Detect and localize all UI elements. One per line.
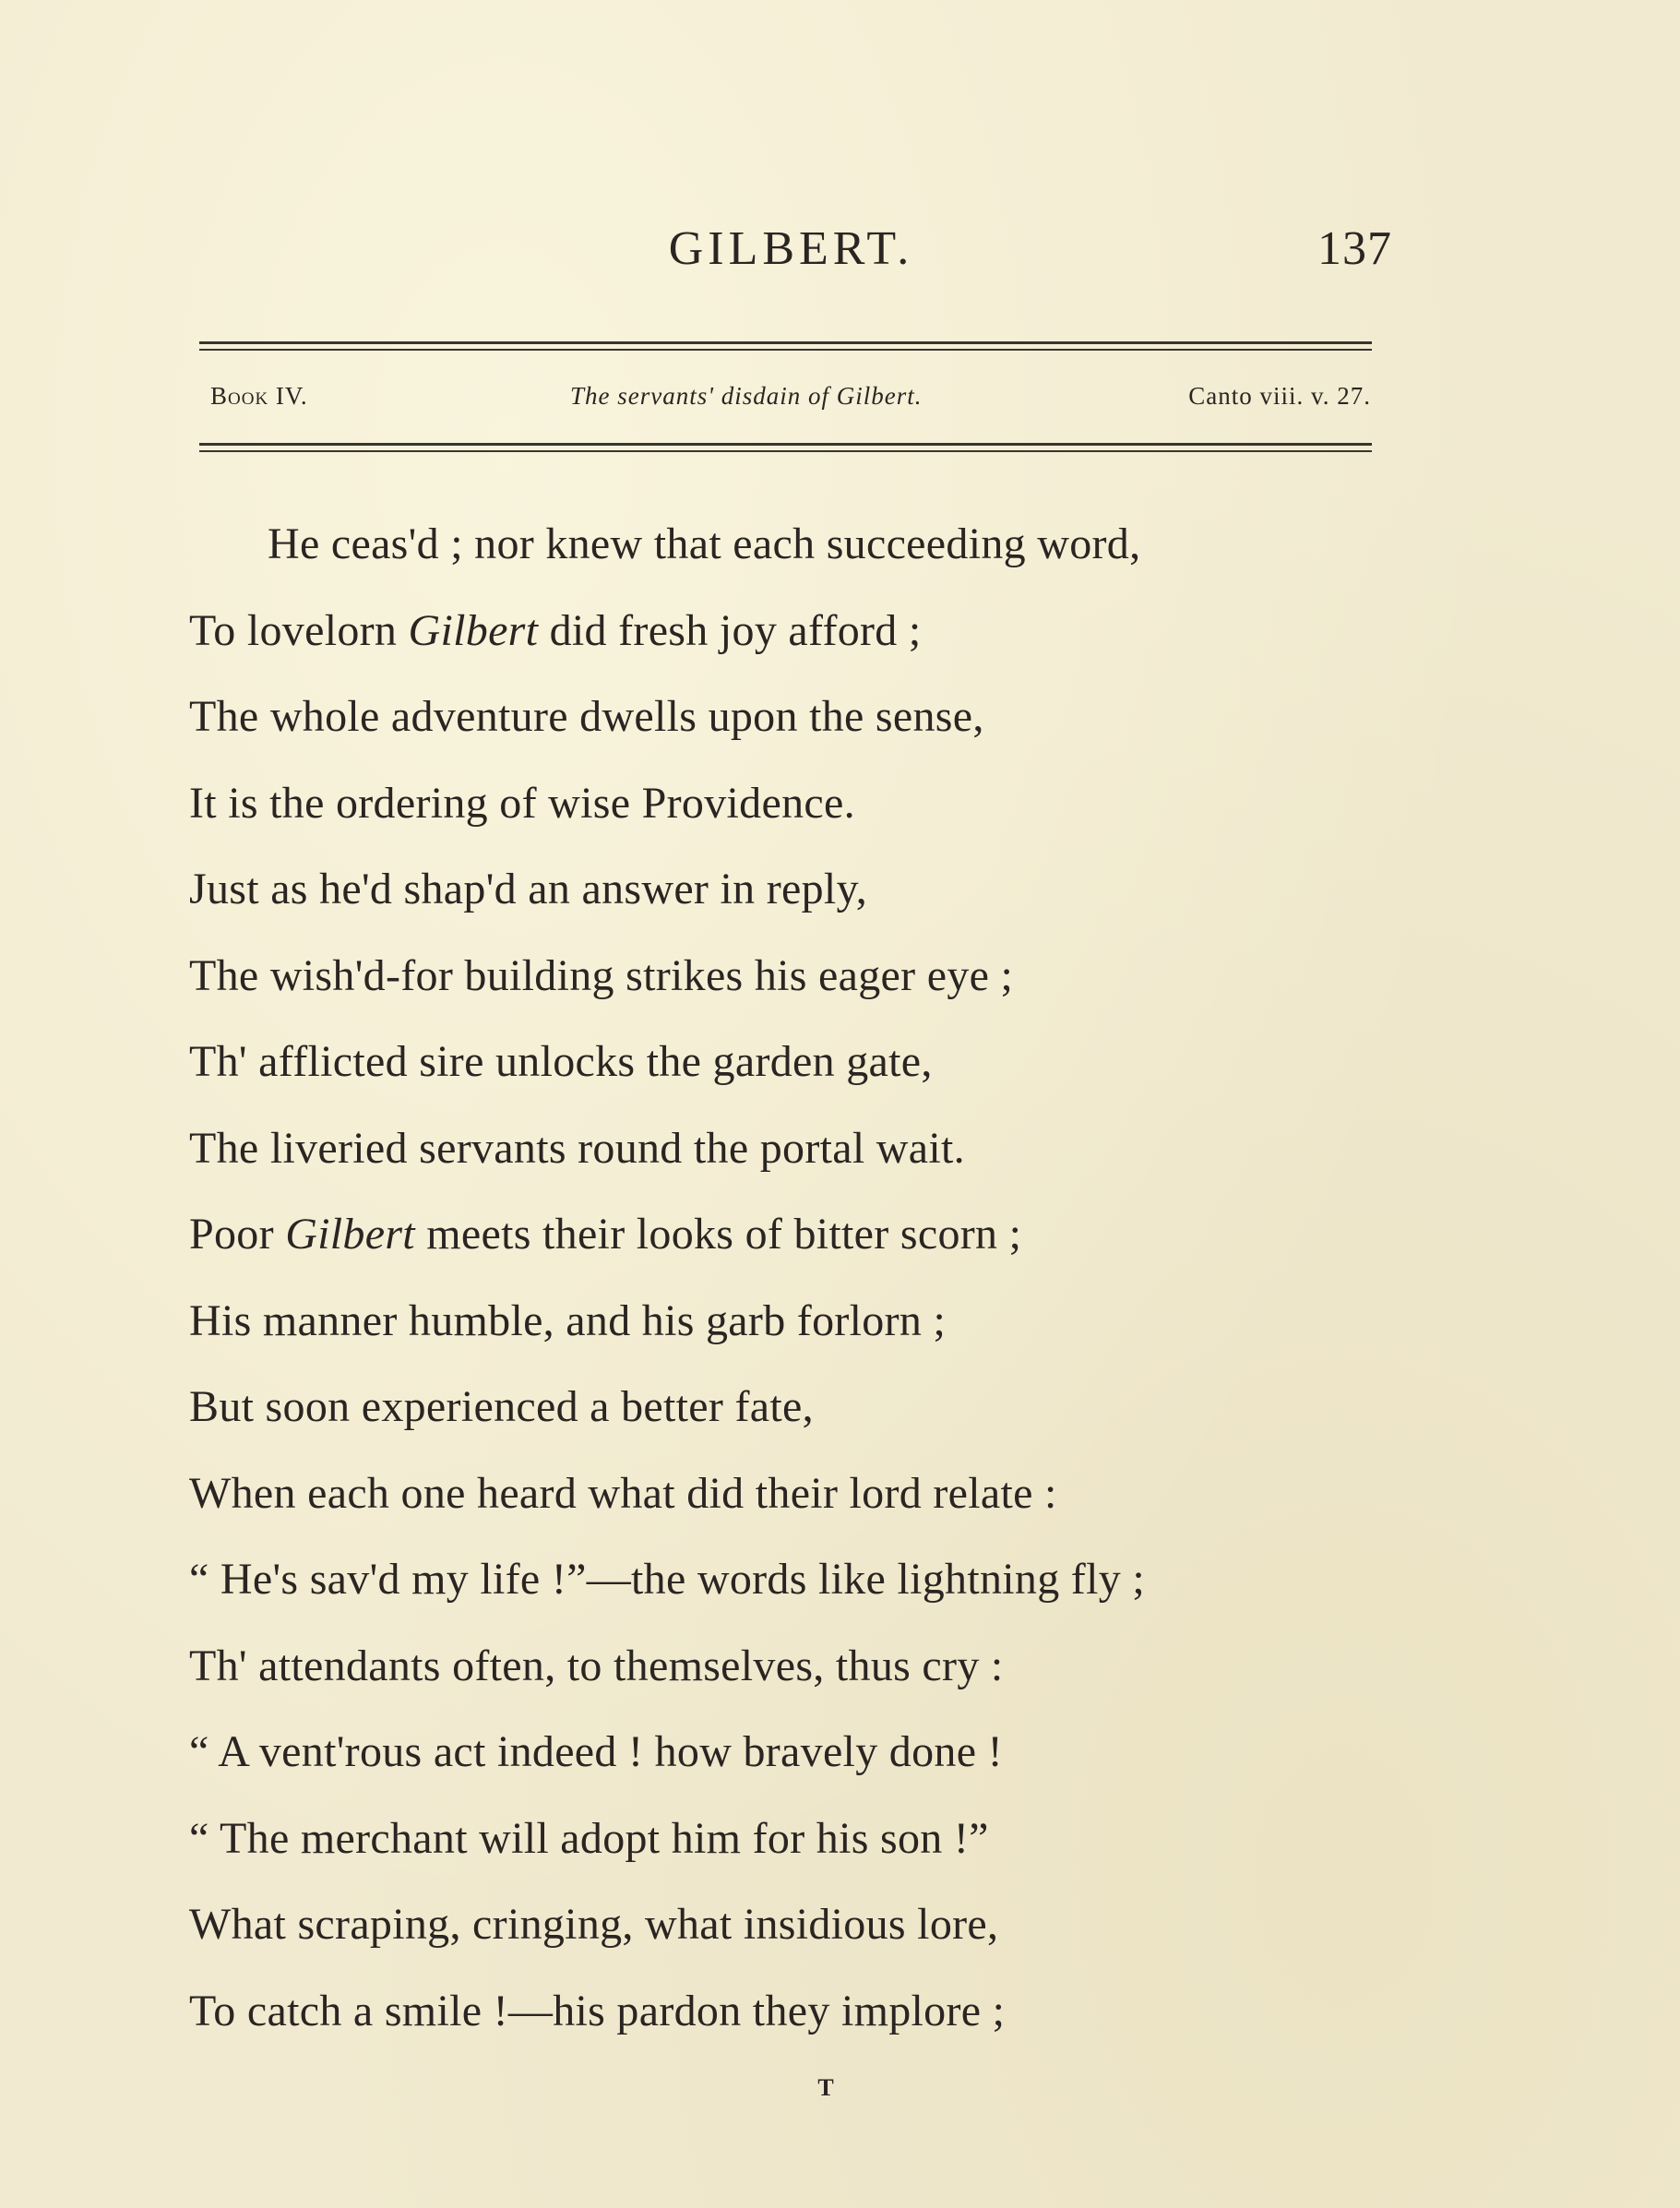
verse-line: Just as he'd shap'd an answer in reply, (189, 865, 868, 913)
verse-stanza (189, 512, 1407, 2065)
verse-line: His manner humble, and his garb forlorn ; (189, 1295, 947, 1345)
verse-line: When each one heard what did their lord relate : (189, 1468, 1057, 1518)
verse-line: “ He's sav'd my life !”—the words like lightning fly ; (189, 1555, 1145, 1604)
headline-canto: Canto viii. v. 27. (1188, 382, 1371, 410)
verse-line: Poor Gilbert meets their looks of bitter scorn ; (189, 1210, 1022, 1259)
verse-line: The liveried servants round the portal wait. (189, 1123, 965, 1173)
verse-line: To catch a smile !—his pardon they implore ; (189, 1986, 1006, 2035)
running-title: GILBERT. (668, 222, 914, 275)
verse-line: “ A vent'rous act indeed ! how bravely done ! (189, 1727, 1003, 1776)
verse-line: What scraping, cringing, what insidious lore, (189, 1900, 999, 1949)
headline (210, 382, 1371, 419)
page-number: 137 (1317, 222, 1392, 275)
verse-line: Th' afflicted sire unlocks the garden gate, (189, 1037, 933, 1086)
headline-rule-bottom (199, 443, 1372, 452)
verse-line: Th' attendants often, to themselves, thus cry : (189, 1641, 1004, 1690)
headline-book: Book IV. (210, 382, 308, 410)
verse-line: The wish'd-for building strikes his eager eye ; (189, 950, 1014, 1000)
verse-line: To lovelorn Gilbert did fresh joy afford ; (189, 605, 922, 655)
verse-line: “ The merchant will adopt him for his son !” (189, 1813, 989, 1863)
verse-line: It is the ordering of wise Providence. (189, 778, 855, 828)
verse-line: He ceas'd ; nor knew that each succeeding word, (268, 519, 1141, 568)
verse-line: The whole adventure dwells upon the sense, (189, 692, 984, 741)
signature-mark: T (817, 2074, 834, 2101)
headline-subject: The servants' disdain of Gilbert. (570, 382, 923, 410)
verse-line: But soon experienced a better fate, (189, 1382, 814, 1431)
headline-rule-top (199, 341, 1372, 351)
